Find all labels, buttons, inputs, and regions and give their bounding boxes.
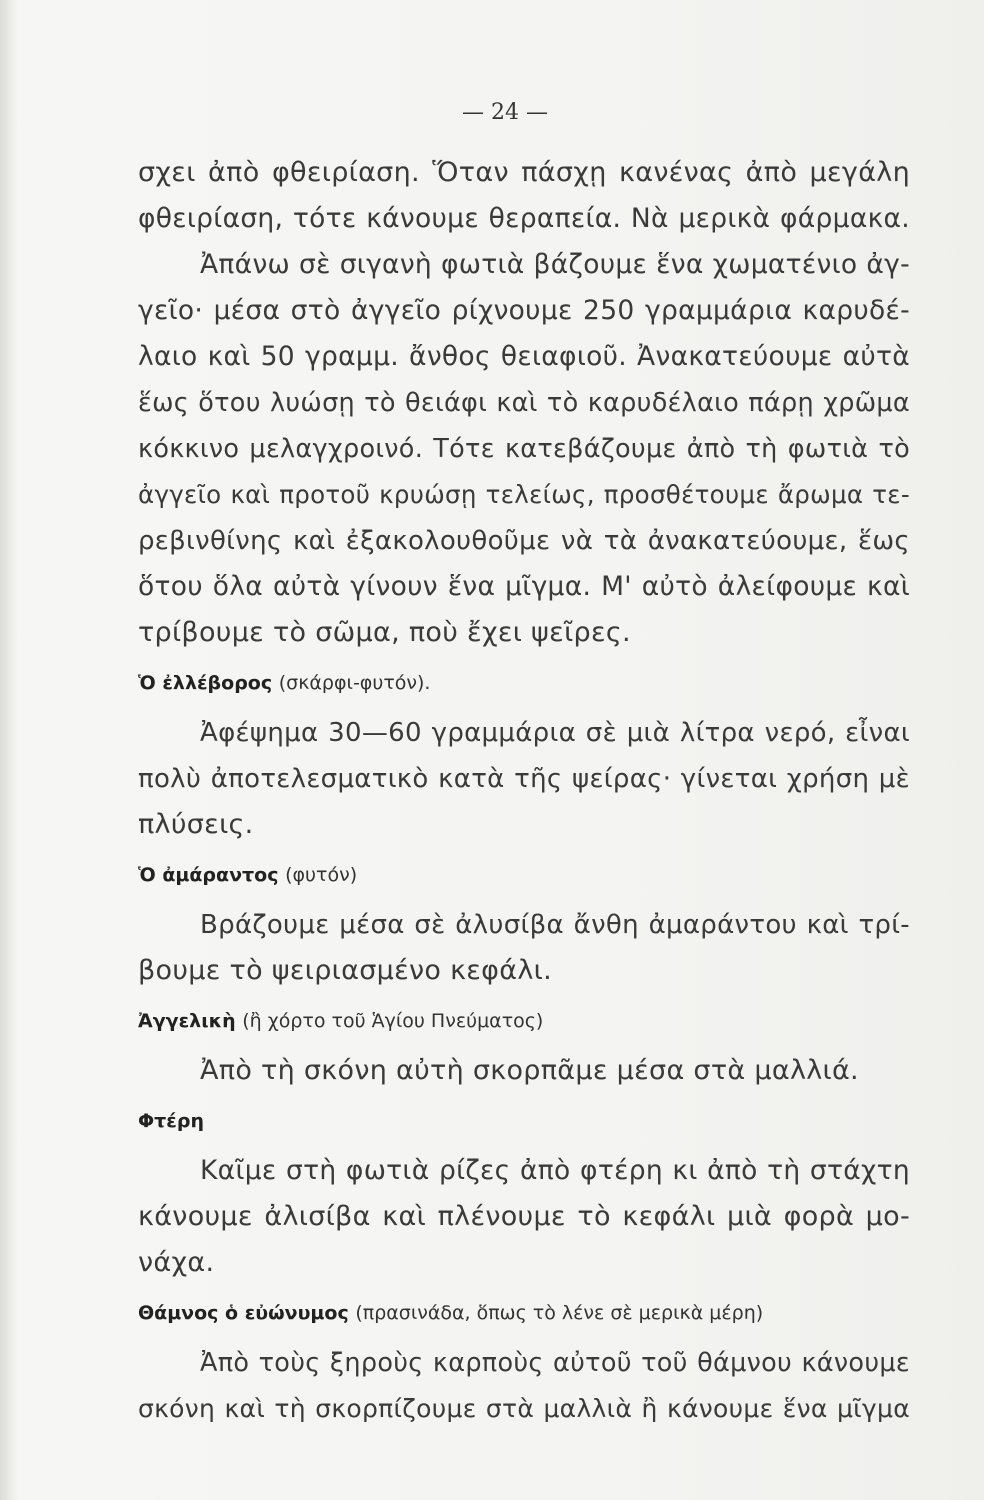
text-line: Βράζουμε μέσα σὲ ἀλυσίβα ἄνθη ἀμαράντου καὶ τρί- — [200, 910, 910, 940]
page-number: — 24 — — [462, 100, 548, 125]
text-line: ὅτου ὅλα αὐτὰ γίνουν ἕνα μῖγμα. Μ' αὐτὸ ἀλείφουμε καὶ — [138, 571, 910, 602]
section-heading-title: Θάμνος ὁ εὐώνυμος — [138, 1302, 349, 1324]
text-line: πλύσεις. — [138, 809, 254, 840]
section-heading-note: (πρασινάδα, ὅπως τὸ λένε σὲ μερικὰ μέρη) — [355, 1302, 764, 1324]
text-line: Ἀπὸ τοὺς ξηροὺς καρποὺς αὐτοῦ τοῦ θάμνου κάνουμε — [200, 1348, 910, 1378]
text-line: πολὺ ἀποτελεσματικὸ κατὰ τῆς ψείρας· γίνεται χρήση μὲ — [138, 764, 910, 794]
page-body-text — [138, 150, 910, 1432]
text-line: ἀγγεῖο καὶ προτοῦ κρυώσῃ τελείως, προσθέτουμε ἄρωμα τε- — [138, 480, 910, 509]
text-line: Ἀφέψημα 30—60 γραμμάρια σὲ μιὰ λίτρα νερό, εἶναι — [200, 718, 910, 748]
text-line: κόκκινο μελαγχροινό. Τότε κατεβάζουμε ἀπὸ τὴ φωτιὰ τὸ — [138, 434, 910, 464]
text-line: βουμε τὸ ψειριασμένο κεφάλι. — [138, 955, 552, 986]
section-heading-note: (φυτόν) — [285, 864, 358, 886]
text-line: κάνουμε ἀλισίβα καὶ πλένουμε τὸ κεφάλι μιὰ φορὰ μο- — [138, 1201, 910, 1232]
text-line: λαιο καὶ 50 γραμμ. ἄνθος θειαφιοῦ. Ἀνακατεύουμε αὐτὰ — [138, 341, 910, 372]
text-line: γεῖο· μέσα στὸ ἀγγεῖο ρίχνουμε 250 γραμμάρια καρυδέ- — [138, 295, 910, 326]
text-line: ρεβινθίνης καὶ ἐξακολουθοῦμε νὰ τὰ ἀνακατεύουμε, ἕως — [138, 526, 910, 556]
section-heading — [138, 656, 910, 710]
section-heading — [138, 1286, 910, 1340]
text-line: ἕως ὅτου λυώσῃ τὸ θειάφι καὶ τὸ καρυδέλαιο πάρῃ χρῶμα — [138, 388, 910, 418]
section-heading-title: Ὁ ἐλλέβορος — [138, 672, 273, 694]
text-line: νάχα. — [138, 1247, 215, 1278]
section-heading-note: (ἢ χόρτο τοῦ Ἁγίου Πνεύματος) — [242, 1010, 544, 1032]
section-heading — [138, 994, 910, 1048]
section-heading — [138, 1094, 910, 1148]
section-heading-title: Φτέρη — [138, 1110, 204, 1132]
text-line: σκόνη καὶ τὴ σκορπίζουμε στὰ μαλλιὰ ἢ κάνουμε ἕνα μῖγμα — [138, 1394, 910, 1423]
text-line: Ἀπάνω σὲ σιγανὴ φωτιὰ βάζουμε ἕνα χωματένιο ἀγ- — [200, 249, 910, 280]
text-line: σχει ἀπὸ φθειρίαση. Ὅταν πάσχῃ κανένας ἀπὸ μεγάλη — [138, 157, 910, 188]
text-line: Καῖμε στὴ φωτιὰ ρίζες ἀπὸ φτέρη κι ἀπὸ τὴ στάχτη — [200, 1155, 910, 1186]
binding-shadow — [0, 0, 18, 1500]
section-heading — [138, 848, 910, 902]
section-heading-title: Ἀγγελικὴ — [138, 1010, 236, 1032]
section-heading-note: (σκάρφι-φυτόν). — [278, 672, 431, 694]
text-line: φθειρίαση, τότε κάνουμε θεραπεία. Νὰ μερικὰ φάρμακα. — [138, 203, 910, 234]
text-line: τρίβουμε τὸ σῶμα, ποὺ ἔχει ψεῖρες. — [138, 617, 631, 648]
section-heading-title: Ὁ ἀμάραντος — [138, 864, 279, 886]
text-line: Ἀπὸ τὴ σκόνη αὐτὴ σκορπᾶμε μέσα στὰ μαλλιά. — [200, 1055, 859, 1086]
